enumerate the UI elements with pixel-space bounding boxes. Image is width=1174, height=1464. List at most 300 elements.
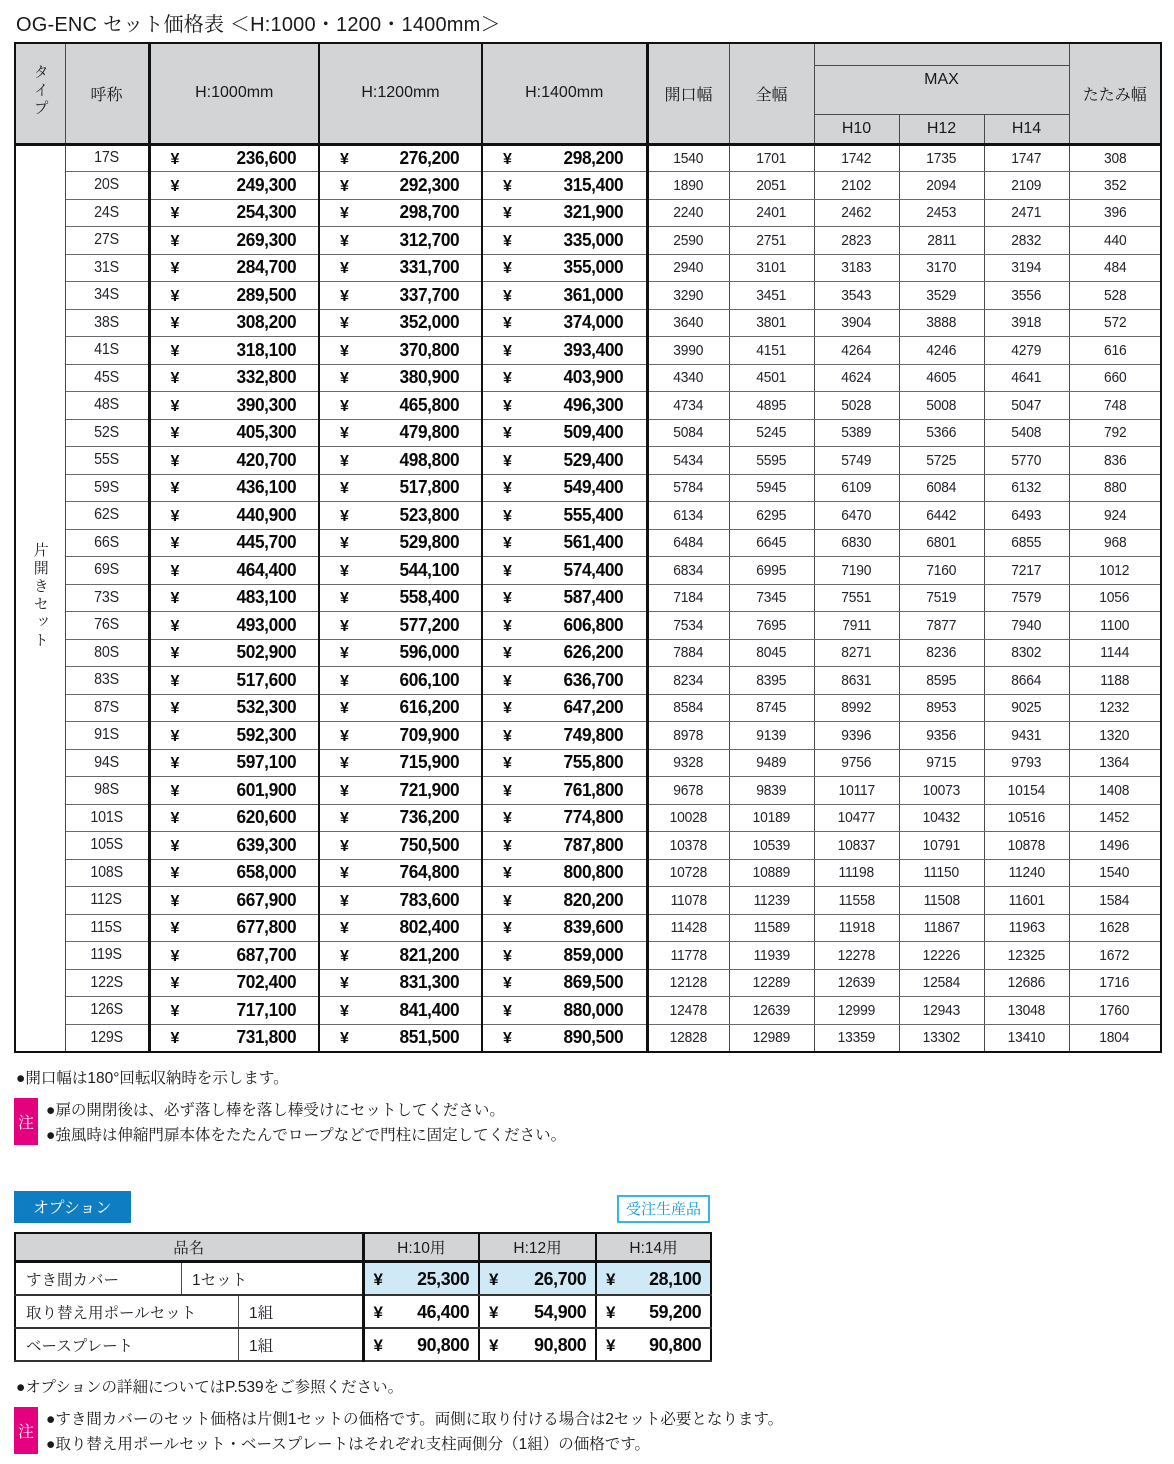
max-h10-cell: 6109: [814, 474, 899, 502]
max-h10-cell: 3183: [814, 254, 899, 282]
max-h10-cell: 11918: [814, 914, 899, 942]
max-h12-cell: 12584: [899, 969, 984, 997]
max-h10-cell: 10837: [814, 832, 899, 860]
opening-width-cell: 4340: [647, 364, 729, 392]
opening-width-cell: 3290: [647, 282, 729, 310]
max-h14-cell: 5770: [984, 447, 1069, 475]
table-row: [15, 392, 1161, 420]
price-h1400-cell: [482, 557, 647, 585]
table-row: [15, 282, 1161, 310]
price-h1000-cell: [149, 584, 319, 612]
yen-symbol: ¥: [170, 535, 180, 553]
option-table-row: [15, 1295, 711, 1328]
price-h1200-cell: [319, 557, 482, 585]
full-width-cell: 3101: [729, 254, 814, 282]
price-h1400-cell: [482, 282, 647, 310]
price-h1000-cell: [149, 199, 319, 227]
option-item-qty: 1組: [249, 1304, 274, 1322]
folded-width-cell: 1408: [1069, 777, 1161, 805]
yen-symbol: ¥: [340, 425, 349, 443]
table-row: [15, 227, 1161, 255]
yen-symbol: ¥: [340, 810, 349, 828]
price-h1000-cell: [149, 309, 319, 337]
model-cell: 115S: [65, 914, 149, 942]
price-value: 620,600: [236, 807, 296, 828]
folded-width-cell: 924: [1069, 502, 1161, 530]
yen-symbol: ¥: [503, 645, 512, 663]
folded-width-cell: 836: [1069, 447, 1161, 475]
table-row: [15, 447, 1161, 475]
full-width-cell: 6995: [729, 557, 814, 585]
folded-width-cell: 660: [1069, 364, 1161, 392]
max-h14-cell: 5047: [984, 392, 1069, 420]
price-value: 483,100: [236, 587, 296, 608]
price-value: 361,000: [563, 284, 624, 305]
table-row: [15, 172, 1161, 200]
price-h1400-cell: [482, 914, 647, 942]
caution-badge: 注: [14, 1407, 38, 1454]
price-h1400-cell: [482, 612, 647, 640]
folded-width-cell: 1804: [1069, 1024, 1161, 1052]
yen-symbol: ¥: [606, 1269, 616, 1289]
price-h1200-cell: [319, 584, 482, 612]
col-header-folded-width: たたみ幅: [1069, 43, 1161, 144]
model-cell: 34S: [65, 282, 149, 310]
max-h14-cell: 10878: [984, 832, 1069, 860]
max-h14-cell: 9793: [984, 749, 1069, 777]
yen-symbol: ¥: [503, 260, 512, 278]
full-width-cell: 11239: [729, 887, 814, 915]
model-cell: 45S: [65, 364, 149, 392]
price-h1000-cell: [149, 777, 319, 805]
yen-symbol: ¥: [503, 837, 512, 855]
yen-symbol: ¥: [503, 177, 512, 195]
opening-width-cell: 1540: [647, 144, 729, 172]
price-h1200-cell: [319, 502, 482, 530]
price-value: 25,300: [416, 1267, 469, 1289]
yen-symbol: ¥: [340, 947, 349, 965]
table-row: [15, 667, 1161, 695]
max-h12-cell: 8236: [899, 639, 984, 667]
yen-symbol: ¥: [489, 1269, 499, 1289]
model-cell: 91S: [65, 722, 149, 750]
option-name-cell: [15, 1328, 363, 1361]
price-h1000-cell: [149, 667, 319, 695]
price-value: 445,700: [236, 532, 296, 553]
caution-line: ●取り替え用ポールセット・ベースプレートはそれぞれ支柱両側分（1組）の価格です。: [46, 1436, 651, 1453]
price-value: 318,100: [236, 339, 296, 360]
table-row: [15, 1024, 1161, 1052]
opening-width-cell: 12828: [647, 1024, 729, 1052]
yen-symbol: ¥: [503, 920, 512, 938]
folded-width-cell: 440: [1069, 227, 1161, 255]
max-h12-cell: 6442: [899, 502, 984, 530]
col-header-max-group: [814, 43, 1069, 114]
folded-width-cell: 484: [1069, 254, 1161, 282]
option-price-h14-cell: [596, 1262, 711, 1296]
price-value: 390,300: [236, 394, 296, 415]
yen-symbol: ¥: [170, 315, 180, 333]
price-h1200-cell: [319, 1024, 482, 1052]
model-cell: 48S: [65, 392, 149, 420]
folded-width-cell: 1012: [1069, 557, 1161, 585]
type-group-label: [15, 144, 65, 1052]
price-value: 465,800: [399, 394, 459, 415]
price-value: 529,400: [563, 449, 624, 470]
price-value: 335,000: [563, 229, 624, 250]
full-width-cell: 5595: [729, 447, 814, 475]
table-row: [15, 777, 1161, 805]
price-h1000-cell: [149, 364, 319, 392]
max-h14-cell: 11240: [984, 859, 1069, 887]
option-table-row: [15, 1262, 711, 1296]
price-h1200-cell: [319, 832, 482, 860]
opening-width-cell: 9678: [647, 777, 729, 805]
price-h1200-cell: [319, 804, 482, 832]
price-h1000-cell: [149, 942, 319, 970]
note-option-detail: ●オプションの詳細についてはP.539をご参照ください。: [16, 1379, 404, 1396]
max-h14-cell: 1747: [984, 144, 1069, 172]
price-value: 606,800: [563, 614, 624, 635]
folded-width-cell: 1584: [1069, 887, 1161, 915]
table-row: [15, 942, 1161, 970]
price-h1000-cell: [149, 282, 319, 310]
yen-symbol: ¥: [503, 562, 512, 580]
col-header-h1200: H:1200mm: [319, 43, 482, 144]
price-value: 658,000: [236, 862, 296, 883]
price-h1400-cell: [482, 667, 647, 695]
folded-width-cell: 1364: [1069, 749, 1161, 777]
yen-symbol: ¥: [170, 232, 180, 250]
price-h1400-cell: [482, 474, 647, 502]
col-header-full-width: 全幅: [729, 43, 814, 144]
folded-width-cell: 352: [1069, 172, 1161, 200]
max-h12-cell: 8953: [899, 694, 984, 722]
max-h12-cell: 10073: [899, 777, 984, 805]
folded-width-cell: 1188: [1069, 667, 1161, 695]
price-h1400-cell: [482, 172, 647, 200]
max-h12-cell: 5008: [899, 392, 984, 420]
price-h1000-cell: [149, 694, 319, 722]
price-value: 761,800: [563, 779, 624, 800]
max-h14-cell: 4279: [984, 337, 1069, 365]
yen-symbol: ¥: [170, 920, 180, 938]
option-col-h10: H:10用: [363, 1233, 479, 1262]
price-h1000-cell: [149, 997, 319, 1025]
yen-symbol: ¥: [503, 810, 512, 828]
max-h12-cell: 6801: [899, 529, 984, 557]
option-name-cell: [15, 1262, 363, 1296]
price-h1200-cell: [319, 667, 482, 695]
yen-symbol: ¥: [340, 287, 349, 305]
full-width-cell: 8395: [729, 667, 814, 695]
price-value: 292,300: [399, 174, 459, 195]
option-price-h12-cell: [479, 1295, 596, 1328]
price-value: 636,700: [563, 669, 624, 690]
yen-symbol: ¥: [606, 1335, 616, 1355]
price-value: 749,800: [563, 724, 624, 745]
max-h10-cell: 6830: [814, 529, 899, 557]
price-value: 616,200: [399, 697, 459, 718]
max-h14-cell: 8664: [984, 667, 1069, 695]
full-width-cell: 3451: [729, 282, 814, 310]
yen-symbol: ¥: [340, 645, 349, 663]
max-h14-cell: 6855: [984, 529, 1069, 557]
model-cell: 59S: [65, 474, 149, 502]
table-row: [15, 364, 1161, 392]
full-width-cell: 11939: [729, 942, 814, 970]
yen-symbol: ¥: [503, 150, 512, 168]
price-value: 574,400: [563, 559, 624, 580]
option-table: [14, 1232, 712, 1363]
caution-block-2: [14, 1407, 1160, 1454]
option-item-name: ベースプレート: [16, 1329, 239, 1360]
price-h1400-cell: [482, 447, 647, 475]
price-h1000-cell: [149, 914, 319, 942]
price-value: 59,200: [648, 1300, 701, 1322]
full-width-cell: 7345: [729, 584, 814, 612]
price-h1000-cell: [149, 392, 319, 420]
col-header-opening-width: 開口幅: [647, 43, 729, 144]
max-h10-cell: 9396: [814, 722, 899, 750]
price-value: 332,800: [236, 367, 296, 388]
option-table-body: [15, 1262, 711, 1362]
model-cell: 17S: [65, 144, 149, 172]
yen-symbol: ¥: [503, 287, 512, 305]
max-h14-cell: 9025: [984, 694, 1069, 722]
max-h12-cell: 2811: [899, 227, 984, 255]
price-h1400-cell: [482, 749, 647, 777]
opening-width-cell: 4734: [647, 392, 729, 420]
opening-width-cell: 8978: [647, 722, 729, 750]
price-value: 331,700: [399, 257, 459, 278]
opening-width-cell: 8584: [647, 694, 729, 722]
price-h1000-cell: [149, 419, 319, 447]
price-value: 851,500: [399, 1027, 459, 1047]
price-h1200-cell: [319, 639, 482, 667]
price-h1400-cell: [482, 832, 647, 860]
price-value: 523,800: [399, 504, 459, 525]
full-width-cell: 5945: [729, 474, 814, 502]
max-h12-cell: 8595: [899, 667, 984, 695]
max-h10-cell: 4264: [814, 337, 899, 365]
price-value: 677,800: [236, 917, 296, 938]
price-value: 236,600: [236, 147, 296, 168]
yen-symbol: ¥: [340, 1002, 349, 1020]
yen-symbol: ¥: [606, 1302, 616, 1322]
max-h14-cell: 3194: [984, 254, 1069, 282]
yen-symbol: ¥: [340, 177, 349, 195]
max-h14-cell: 3918: [984, 309, 1069, 337]
table-row: [15, 309, 1161, 337]
table-row: [15, 612, 1161, 640]
model-cell: 31S: [65, 254, 149, 282]
yen-symbol: ¥: [170, 892, 180, 910]
model-cell: 73S: [65, 584, 149, 612]
yen-symbol: ¥: [170, 397, 180, 415]
max-h12-cell: 5725: [899, 447, 984, 475]
max-h10-cell: 2102: [814, 172, 899, 200]
yen-symbol: ¥: [340, 782, 349, 800]
col-header-h1400: H:1400mm: [482, 43, 647, 144]
max-h12-cell: 4246: [899, 337, 984, 365]
price-value: 549,400: [563, 477, 624, 498]
folded-width-cell: 1320: [1069, 722, 1161, 750]
opening-width-cell: 11778: [647, 942, 729, 970]
price-h1000-cell: [149, 639, 319, 667]
table-row: [15, 419, 1161, 447]
max-h14-cell: 2471: [984, 199, 1069, 227]
yen-symbol: ¥: [340, 562, 349, 580]
price-value: 298,200: [563, 147, 624, 168]
price-h1200-cell: [319, 254, 482, 282]
price-h1400-cell: [482, 392, 647, 420]
price-value: 54,900: [533, 1300, 586, 1322]
table-row: [15, 502, 1161, 530]
model-cell: 83S: [65, 667, 149, 695]
price-h1200-cell: [319, 777, 482, 805]
price-h1200-cell: [319, 859, 482, 887]
price-value: 597,100: [236, 752, 296, 773]
main-table-body: [15, 144, 1161, 1052]
price-h1200-cell: [319, 749, 482, 777]
full-width-cell: 9839: [729, 777, 814, 805]
opening-width-cell: 7884: [647, 639, 729, 667]
caution-line: ●扉の開閉後は、必ず落し棒を落し棒受けにセットしてください。: [46, 1101, 505, 1119]
max-h12-cell: 12226: [899, 942, 984, 970]
full-width-cell: 10539: [729, 832, 814, 860]
opening-width-cell: 2940: [647, 254, 729, 282]
folded-width-cell: 1452: [1069, 804, 1161, 832]
option-price-h12-cell: [479, 1328, 596, 1361]
yen-symbol: ¥: [340, 755, 349, 773]
max-h14-cell: 12325: [984, 942, 1069, 970]
price-value: 802,400: [399, 917, 459, 938]
price-h1200-cell: [319, 942, 482, 970]
table-row: [15, 969, 1161, 997]
price-h1200-cell: [319, 337, 482, 365]
price-h1200-cell: [319, 199, 482, 227]
yen-symbol: ¥: [340, 590, 349, 608]
option-item-qty: 1組: [249, 1337, 274, 1355]
price-value: 800,800: [563, 862, 624, 883]
option-col-h12: H:12用: [479, 1233, 596, 1262]
max-h14-cell: 5408: [984, 419, 1069, 447]
yen-symbol: ¥: [503, 755, 512, 773]
model-cell: 66S: [65, 529, 149, 557]
price-value: 355,000: [563, 257, 624, 278]
price-value: 601,900: [236, 779, 296, 800]
yen-symbol: ¥: [503, 975, 512, 993]
price-value: 440,900: [236, 504, 296, 525]
price-value: 269,300: [236, 229, 296, 250]
yen-symbol: ¥: [503, 1030, 512, 1047]
full-width-cell: 12639: [729, 997, 814, 1025]
page-title: OG-ENC セット価格表 ＜H:1000・1200・1400mm＞: [16, 14, 501, 36]
max-h10-cell: 3543: [814, 282, 899, 310]
max-h10-cell: 11558: [814, 887, 899, 915]
yen-symbol: ¥: [373, 1302, 383, 1322]
price-h1200-cell: [319, 227, 482, 255]
yen-symbol: ¥: [503, 947, 512, 965]
price-value: 403,900: [563, 367, 624, 388]
yen-symbol: ¥: [170, 1002, 180, 1020]
yen-symbol: ¥: [170, 810, 180, 828]
yen-symbol: ¥: [340, 370, 349, 388]
max-h14-cell: 2832: [984, 227, 1069, 255]
max-h14-cell: 13048: [984, 997, 1069, 1025]
price-value: 532,300: [236, 697, 296, 718]
max-h12-cell: 6084: [899, 474, 984, 502]
price-value: 626,200: [563, 642, 624, 663]
max-h10-cell: 7551: [814, 584, 899, 612]
model-cell: 105S: [65, 832, 149, 860]
opening-width-cell: 10728: [647, 859, 729, 887]
option-item-name: 取り替え用ポールセット: [16, 1296, 239, 1327]
option-col-name: 品名: [15, 1233, 363, 1262]
max-h12-cell: 1735: [899, 144, 984, 172]
max-h14-cell: 2109: [984, 172, 1069, 200]
price-value: 820,200: [563, 889, 624, 910]
max-h14-cell: 11963: [984, 914, 1069, 942]
max-h10-cell: 9756: [814, 749, 899, 777]
folded-width-cell: 880: [1069, 474, 1161, 502]
max-h14-cell: 7940: [984, 612, 1069, 640]
full-width-cell: 8745: [729, 694, 814, 722]
table-row: [15, 529, 1161, 557]
price-value: 890,500: [563, 1027, 624, 1047]
price-value: 90,800: [533, 1333, 586, 1355]
yen-symbol: ¥: [503, 782, 512, 800]
price-value: 821,200: [399, 944, 459, 965]
max-h14-cell: 3556: [984, 282, 1069, 310]
yen-symbol: ¥: [340, 150, 349, 168]
option-name-cell: [15, 1295, 363, 1328]
max-h14-cell: 10516: [984, 804, 1069, 832]
yen-symbol: ¥: [340, 397, 349, 415]
price-value: 561,400: [563, 532, 624, 553]
max-h12-cell: 7877: [899, 612, 984, 640]
full-width-cell: 6295: [729, 502, 814, 530]
yen-symbol: ¥: [340, 700, 349, 718]
model-cell: 38S: [65, 309, 149, 337]
table-row: [15, 859, 1161, 887]
option-col-h14: H:14用: [596, 1233, 711, 1262]
model-cell: 119S: [65, 942, 149, 970]
max-h14-cell: 9431: [984, 722, 1069, 750]
col-header-name: 呼称: [65, 43, 149, 144]
folded-width-cell: 1628: [1069, 914, 1161, 942]
price-value: 529,800: [399, 532, 459, 553]
yen-symbol: ¥: [489, 1335, 499, 1355]
yen-symbol: ¥: [170, 452, 180, 470]
option-table-row: [15, 1328, 711, 1361]
price-value: 420,700: [236, 449, 296, 470]
price-h1400-cell: [482, 337, 647, 365]
option-price-h14-cell: [596, 1328, 711, 1361]
yen-symbol: ¥: [340, 837, 349, 855]
price-value: 787,800: [563, 834, 624, 855]
price-value: 393,400: [563, 339, 624, 360]
yen-symbol: ¥: [340, 342, 349, 360]
price-h1400-cell: [482, 227, 647, 255]
price-table: [14, 42, 1162, 1053]
price-h1200-cell: [319, 997, 482, 1025]
price-value: 721,900: [399, 779, 459, 800]
max-h10-cell: 12639: [814, 969, 899, 997]
yen-symbol: ¥: [503, 397, 512, 415]
price-value: 517,800: [399, 477, 459, 498]
